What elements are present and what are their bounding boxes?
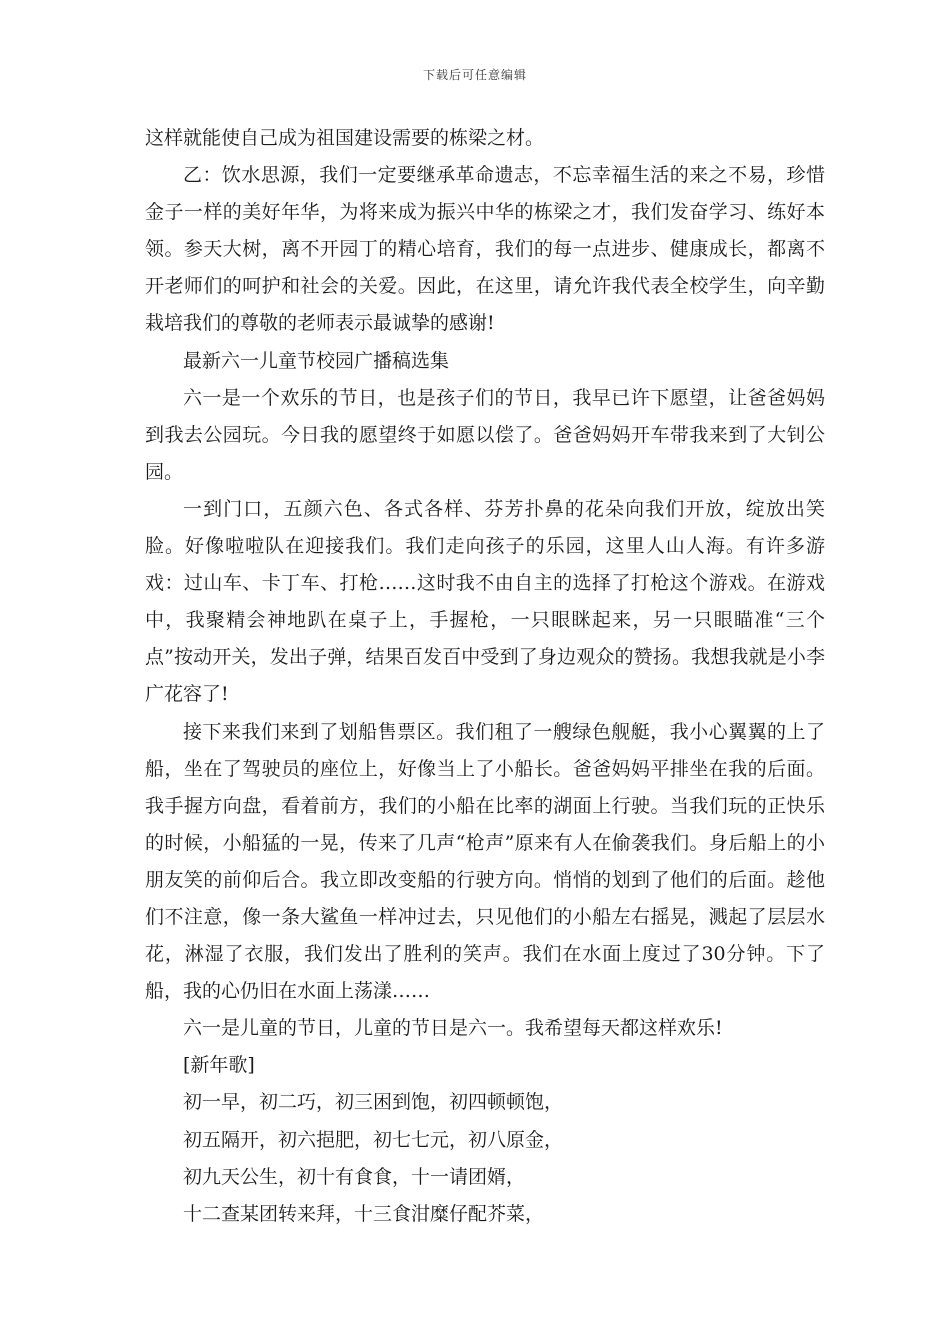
paragraph-park-entrance: 一到门口，五颜六色、各式各样、芬芳扑鼻的花朵向我们开放，绽放出笑脸。好像啦啦队在迎接我们。我们走向孩子的乐园，这里人山人海。有许多游戏：过山车、卡丁车、打枪……这时我不由自主的选择了打枪这个游戏。在游戏中，我聚精会神地趴在桌子上，手握枪，一只眼眯起来，另一只眼瞄准“三个点”按动开关，发出子弹，结果百发百中受到了身边观众的赞扬。我想我就是小李广花容了! <box>145 497 825 706</box>
document-body <box>145 120 825 1233</box>
paragraph-intro: 六一是一个欢乐的节日，也是孩子们的节日，我早已许下愿望，让爸爸妈妈到我去公园玩。今日我的愿望终于如愿以偿了。爸爸妈妈开车带我来到了大钊公园。 <box>145 386 825 483</box>
song-line: 初九天公生，初十有食食，十一请团婿， <box>183 1165 526 1188</box>
paragraph-boating: 接下来我们来到了划船售票区。我们租了一艘绿色舰艇，我小心翼翼的上了船，坐在了驾驶员的座位上，好像当上了小船长。爸爸妈妈平排坐在我的后面。我手握方向盘，看着前方，我们的小船在比率的湖面上行驶。当我们玩的正快乐的时候，小船猛的一晃，传来了几声“枪声”原来有人在偷袭我们。身后船上的小朋友笑的前仰后合。我立即改变船的行驶方向。悄悄的划到了他们的后面。趁他们不注意，像一条大鲨鱼一样冲过去，只见他们的小船左右摇晃，溅起了层层水花，淋湿了衣服，我们发出了胜利的笑声。我们在水面上度过了30分钟。下了船，我的心仍旧在水面上荡漾…… <box>145 720 825 1003</box>
paragraph-continuation: 这样就能使自己成为祖国建设需要的栋梁之材。 <box>145 127 545 149</box>
section-title: 最新六一儿童节校园广播稿选集 <box>183 349 450 372</box>
song-line: 初五隔开，初六挹肥，初七七元，初八原金， <box>183 1128 564 1151</box>
paragraph-speaker-yi: 乙：饮水思源，我们一定要继承革命遗志，不忘幸福生活的来之不易，珍惜金子一样的美好年华，为将来成为振兴中华的栋梁之才，我们发奋学习、练好本领。参天大树，离不开园丁的精心培育，我们的每一点进步、健康成长，都离不开老师们的呵护和社会的关爱。因此，在这里，请允许我代表全校学生，向辛勤栽培我们的尊敬的老师表示最诚挚的感谢! <box>145 164 825 335</box>
song-line: 十二查某团转来拜，十三食泔糜仔配芥菜， <box>183 1202 545 1225</box>
page-header: 下载后可任意编辑 <box>422 68 527 82</box>
paragraph-conclusion: 六一是儿童的节日，儿童的节日是六一。我希望每天都这样欢乐! <box>183 1017 723 1040</box>
song-title: [新年歌] <box>183 1054 255 1077</box>
song-line: 初一早，初二巧，初三困到饱，初四顿顿饱， <box>183 1091 564 1114</box>
